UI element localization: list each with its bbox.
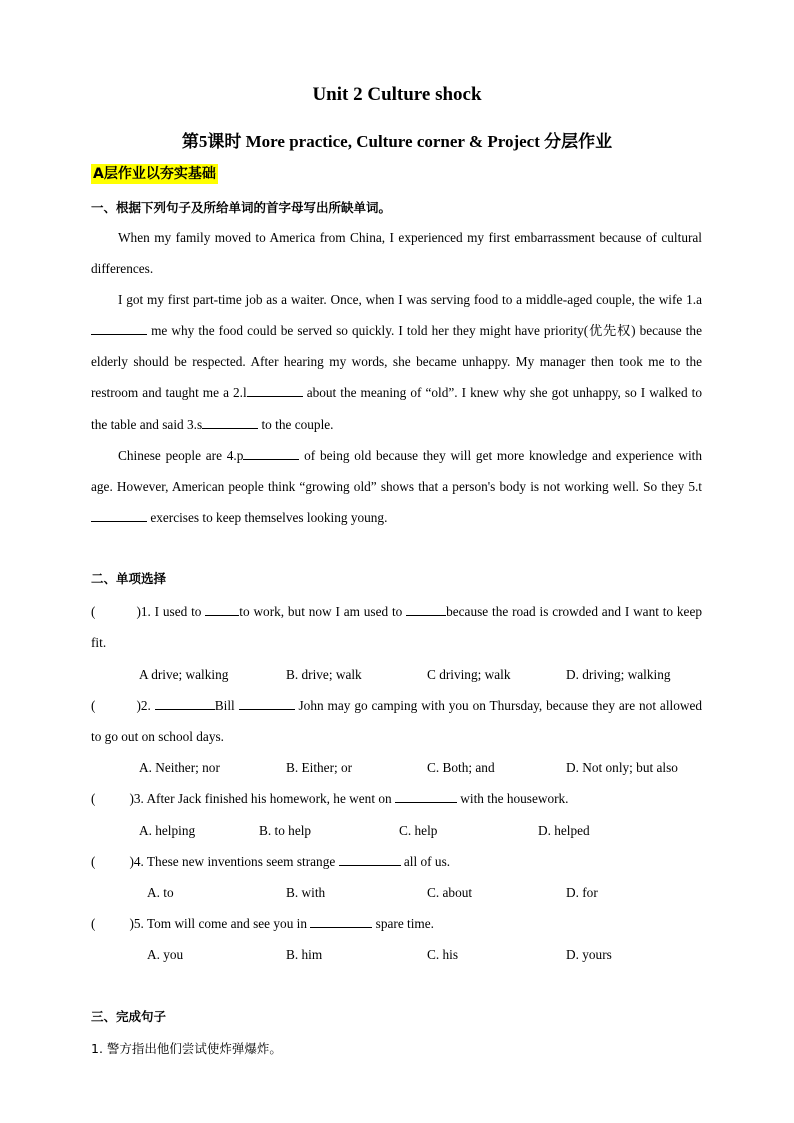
passage-paragraph-2 xyxy=(91,284,702,439)
option-b[interactable]: B. drive; walk xyxy=(286,667,362,682)
answer-paren-close: ) xyxy=(136,698,141,713)
option-a[interactable]: A. you xyxy=(147,947,184,962)
option-d[interactable]: D. helped xyxy=(538,823,590,838)
answer-paren-close: ) xyxy=(136,604,141,619)
option-b[interactable]: B. with xyxy=(286,885,326,900)
question-text: spare time. xyxy=(372,916,435,931)
question-2 xyxy=(91,690,702,752)
passage-text: of being old because they will get more knowledge and experience with age. However, American people think “growing old” shows that a person's body is not working well. So they 5.t xyxy=(91,447,702,494)
option-b[interactable]: B. to help xyxy=(259,823,312,838)
passage-text: to the couple. xyxy=(258,416,334,432)
option-d[interactable]: D. yours xyxy=(566,947,612,962)
section-3-item-1: 1. 警方指出他们尝试使炸弹爆炸。 xyxy=(91,1041,282,1056)
question-blank[interactable] xyxy=(406,603,446,616)
question-blank[interactable] xyxy=(239,697,295,710)
question-blank[interactable] xyxy=(310,915,372,928)
question-text: Bill xyxy=(214,698,239,713)
question-text: 5. Tom will come and see you in xyxy=(133,916,311,931)
answer-paren-close: ) xyxy=(129,854,134,869)
blank-3[interactable] xyxy=(202,416,258,429)
option-c[interactable]: C. his xyxy=(427,947,459,962)
answer-paren-close: ) xyxy=(129,916,134,931)
answer-paren-open: ( xyxy=(91,791,96,806)
option-a[interactable]: A drive; walking xyxy=(139,667,229,682)
question-blank[interactable] xyxy=(155,697,215,710)
passage-text: exercises to keep themselves looking young. xyxy=(147,509,388,525)
question-text: because the road is crowded and I want to keep fit. xyxy=(91,604,702,650)
question-1 xyxy=(91,596,702,658)
question-5 xyxy=(91,908,702,939)
answer-paren-open: ( xyxy=(91,698,96,713)
level-tag: A层作业以夯实基础 xyxy=(93,166,216,182)
option-c[interactable]: C. help xyxy=(399,823,438,838)
passage-text: me why the food could be served so quickly. I told her they might have priority(优先权) because the elderly should be respected. After hearing my words, she became unhappy. My manager then took me to the restroom and taught me a 2.l xyxy=(91,323,702,401)
question-text: 2. xyxy=(140,698,155,713)
answer-paren-open: ( xyxy=(91,604,96,619)
option-a[interactable]: A. helping xyxy=(139,823,196,838)
section-3-heading: 三、完成句子 xyxy=(91,1009,167,1024)
passage-paragraph-3 xyxy=(91,440,702,533)
question-blank[interactable] xyxy=(205,603,239,616)
section-1-heading: 一、根据下列句子及所给单词的首字母写出所缺单词。 xyxy=(91,200,392,215)
blank-4[interactable] xyxy=(243,447,299,460)
option-c[interactable]: C. about xyxy=(427,885,473,900)
option-d[interactable]: D. Not only; but also xyxy=(566,760,678,775)
option-b[interactable]: B. him xyxy=(286,947,323,962)
section-2-heading: 二、单项选择 xyxy=(91,571,167,586)
blank-2[interactable] xyxy=(247,384,303,397)
cloze-passage xyxy=(91,222,702,533)
option-d[interactable]: D. for xyxy=(566,885,598,900)
passage-text: I got my first part-time job as a waiter. Once, when I was serving food to a middle-aged couple, the wife 1.a xyxy=(118,292,702,308)
option-d[interactable]: D. driving; walking xyxy=(566,667,671,682)
page-title: Unit 2 Culture shock xyxy=(312,84,482,105)
question-blank[interactable] xyxy=(395,790,457,803)
question-text: all of us. xyxy=(400,854,451,869)
passage-paragraph-1: When my family moved to America from China, I experienced my first embarrassment because of cultural differences. xyxy=(91,230,702,277)
question-blank[interactable] xyxy=(339,853,401,866)
option-c[interactable]: C driving; walk xyxy=(427,667,511,682)
answer-paren-open: ( xyxy=(91,854,96,869)
passage-text: Chinese people are 4.p xyxy=(118,447,244,463)
blank-1[interactable] xyxy=(91,322,147,335)
page-subtitle: 第5课时 More practice, Culture corner & Project 分层作业 xyxy=(181,132,613,151)
question-4 xyxy=(91,846,702,877)
question-text: 1. I used to xyxy=(140,604,206,619)
option-a[interactable]: A. to xyxy=(147,885,174,900)
question-text: to work, but now I am used to xyxy=(239,604,407,619)
passage-text: about the meaning of “old”. I knew why she got unhappy, so I walked to the table and said 3.s xyxy=(91,385,702,432)
option-a[interactable]: A. Neither; nor xyxy=(139,760,220,775)
blank-5[interactable] xyxy=(91,509,147,522)
answer-paren-close: ) xyxy=(129,791,134,806)
question-3 xyxy=(91,783,702,814)
answer-paren-open: ( xyxy=(91,916,96,931)
option-c[interactable]: C. Both; and xyxy=(427,760,495,775)
question-text: 4. These new inventions seem strange xyxy=(133,854,339,869)
option-b[interactable]: B. Either; or xyxy=(286,760,353,775)
question-text: John may go camping with you on Thursday, because they are not allowed to go out on school days. xyxy=(91,698,703,744)
question-text: with the housework. xyxy=(456,791,569,806)
question-text: 3. After Jack finished his homework, he went on xyxy=(133,791,395,806)
